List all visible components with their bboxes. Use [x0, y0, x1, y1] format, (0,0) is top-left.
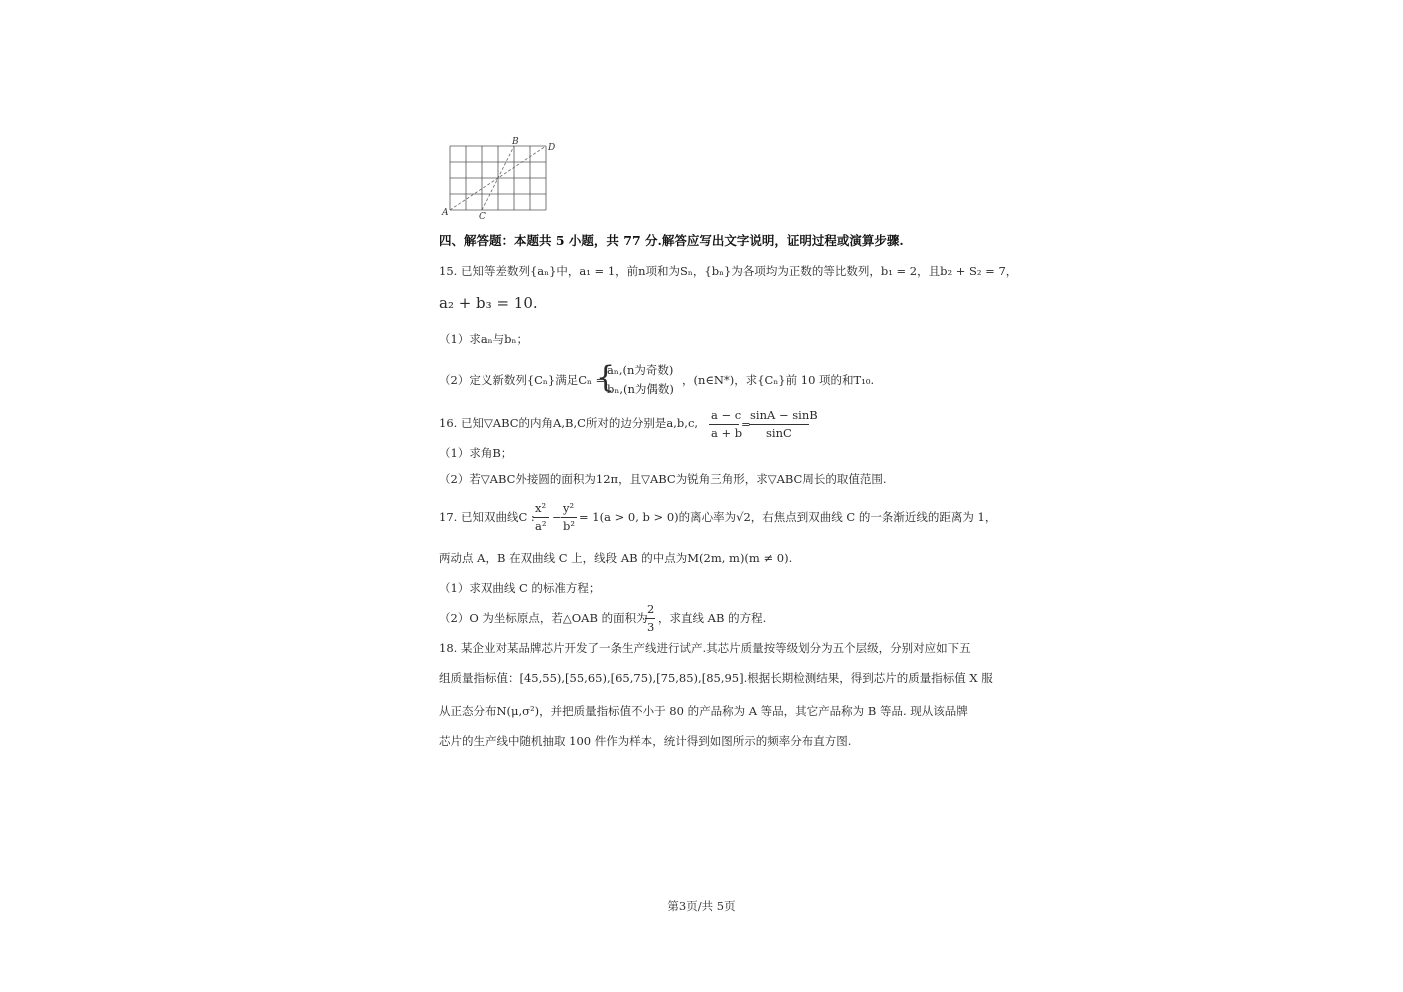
q17-part2-num: 2 — [647, 602, 655, 616]
q15-brace: { — [596, 360, 616, 395]
q17-fy-num: y² — [563, 501, 575, 515]
q16-prefix: 16. 已知▽ABC的内角A,B,C所对的边分别是a,b,c, — [439, 416, 699, 430]
q17-fx-bar — [533, 517, 549, 518]
q16-frac1-den: a + b — [711, 426, 743, 440]
q16-frac1-num: a − c — [711, 408, 742, 422]
q18-line1: 18. 某企业对某品牌芯片开发了一条生产线进行试产.其芯片质量按等级划分为五个层级，分别对应如下五 — [439, 641, 971, 655]
q18-line4: 芯片的生产线中随机抽取 100 件作为样本，统计得到如图所示的频率分布直方图. — [439, 734, 852, 748]
label-c: C — [479, 212, 486, 222]
q17-part2-suffix: ，求直线 AB 的方程. — [658, 611, 767, 625]
q17-suffix: = 1(a > 0, b > 0)的离心率为√2，右焦点到双曲线 C 的一条渐近线的距离为 1， — [579, 510, 997, 524]
q17-prefix: 17. 已知双曲线C : — [439, 510, 535, 524]
q15-part2-prefix: （2）定义新数列{Cₙ}满足Cₙ = — [439, 373, 606, 387]
q17-fx-num: x² — [535, 501, 547, 515]
q18-line3: 从正态分布N(μ,σ²)，并把质量指标值不小于 80 的产品称为 A 等品，其它产品称为 B 等品. 现从该品牌 — [439, 704, 968, 718]
q18-line2: 组质量指标值：[45,55),[55,65),[65,75),[75,85),[85,95].根据长期检测结果，得到芯片的质量指标值 X 服 — [439, 671, 993, 685]
q16-part1: （1）求角B； — [439, 446, 513, 460]
q17-part1: （1）求双曲线 C 的标准方程； — [439, 581, 601, 595]
q17-fx-den: a² — [535, 519, 547, 533]
q15-part1: （1）求aₙ与bₙ； — [439, 332, 528, 346]
page-footer: 第3页/共 5页 — [667, 899, 736, 913]
q16-frac1-bar — [709, 424, 739, 425]
grid-figure — [438, 136, 558, 222]
q17-fy-den: b² — [563, 519, 575, 533]
q16-eq: = — [741, 417, 751, 431]
q16-part2: （2）若▽ABC外接圆的面积为12π，且▽ABC为锐角三角形，求▽ABC周长的取值范围. — [439, 472, 887, 486]
label-d: D — [548, 143, 556, 153]
q17-part2-bar — [645, 618, 655, 619]
q16-frac2-den: sinC — [766, 426, 792, 440]
q17-part2-prefix: （2）O 为坐标原点，若△OAB 的面积为 — [439, 611, 648, 625]
label-a: A — [442, 208, 449, 218]
q17-fy-bar — [561, 517, 577, 518]
q15-case1: aₙ,(n为奇数) — [607, 363, 674, 377]
section-heading: 四、解答题：本题共 5 小题，共 77 分.解答应写出文字说明，证明过程或演算步骤. — [439, 233, 904, 248]
q17-part2-den: 3 — [647, 620, 655, 634]
q16-frac2-bar — [749, 424, 809, 425]
q15-part2-suffix: ，(n∈N*)，求{Cₙ}前 10 项的和T₁₀. — [682, 373, 875, 387]
q17-line2: 两动点 A，B 在双曲线 C 上，线段 AB 的中点为M(2m, m)(m ≠ 0). — [439, 551, 793, 565]
q15-line1: 15. 已知等差数列{aₙ}中，a₁ = 1，前n项和为Sₙ，{bₙ}为各项均为正数的等比数列，b₁ = 2，且b₂ + S₂ = 7， — [439, 264, 1018, 278]
q15-case2: bₙ,(n为偶数) — [607, 382, 674, 396]
q15-line2: a₂ + b₃ = 10. — [439, 294, 538, 312]
q16-frac2-num: sinA − sinB — [750, 408, 818, 422]
label-b: B — [512, 137, 519, 147]
q17-minus: − — [552, 510, 562, 524]
